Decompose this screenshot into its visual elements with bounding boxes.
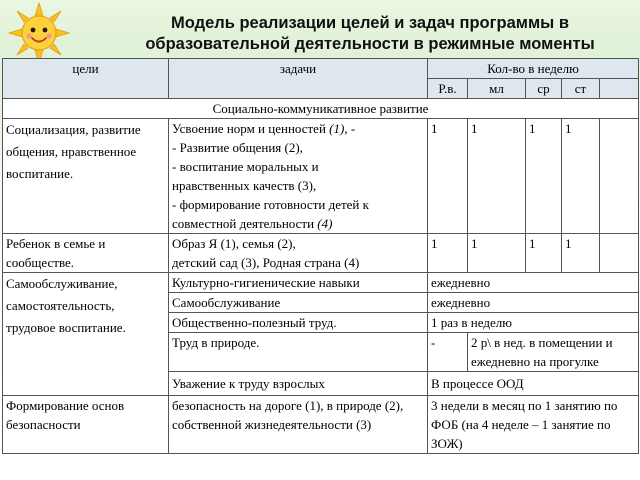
task-text: - <box>347 121 356 136</box>
table-row <box>3 119 639 234</box>
table-row <box>3 273 639 293</box>
table-row <box>3 396 639 454</box>
count-ml: 1 <box>468 119 526 234</box>
table-row <box>3 234 639 273</box>
header-ml: мл <box>468 79 526 99</box>
task-text: нравственных качеств (3), <box>172 178 317 193</box>
count-st: 1 <box>562 119 600 234</box>
header-sr: ср <box>526 79 562 99</box>
task-cell: Общественно-полезный труд. <box>169 313 428 333</box>
section-title: Социально-коммуникативное развитие <box>3 99 639 119</box>
count-st: 1 <box>562 234 600 273</box>
sun-icon <box>8 2 70 64</box>
task-cell: Культурно-гигиенические навыки <box>169 273 428 293</box>
frequency-cell: ежедневно <box>428 293 639 313</box>
frequency-cell: 3 недели в месяц по 1 занятию по ФОБ (на 4 неделе – 1 занятие по ЗОЖ) <box>428 396 639 454</box>
header-per-week: Кол-во в неделю <box>428 59 639 79</box>
section-row <box>3 99 639 119</box>
task-cell <box>169 119 428 234</box>
task-text: (4) <box>317 216 333 231</box>
count-sr: 1 <box>526 119 562 234</box>
task-cell: Уважение к труду взрослых <box>169 372 428 396</box>
task-text: - формирование готовности детей к <box>172 197 369 212</box>
task-text: Усвоение норм и ценностей <box>172 121 330 136</box>
task-cell <box>169 234 428 273</box>
task-text: Образ Я (1), семья (2), <box>172 236 296 251</box>
task-text: совместной деятельности <box>172 216 318 231</box>
frequency-cell: В процессе ООД <box>428 372 639 396</box>
frequency-cell: ежедневно <box>428 273 639 293</box>
count-ml: 1 <box>468 234 526 273</box>
goal-cell: Социализация, развитие общения, нравственное воспитание. <box>3 119 169 234</box>
frequency-cell: 2 р\ в нед. в помещении и ежедневно на прогулке <box>468 333 639 372</box>
title-line-2: образовательной деятельности в режимные моменты <box>145 35 595 53</box>
empty-cell <box>600 119 639 234</box>
page-title <box>100 13 640 55</box>
task-cell: безопасность на дороге (1), в природе (2), собственной жизнедеятельности (3) <box>169 396 428 454</box>
header-empty <box>600 79 639 99</box>
goal-cell: Ребенок в семье и сообществе. <box>3 234 169 273</box>
empty-cell <box>600 234 639 273</box>
header-st: ст <box>562 79 600 99</box>
header-goals: цели <box>3 59 169 99</box>
task-text: (1), <box>329 121 348 136</box>
goal-cell: Формирование основ безопасности <box>3 396 169 454</box>
task-cell: Труд в природе. <box>169 333 428 372</box>
goal-cell: Самообслуживание, самостоятельность, трудовое воспитание. <box>3 273 169 396</box>
task-cell: Самообслуживание <box>169 293 428 313</box>
header-rv: Р.в. <box>428 79 468 99</box>
header-tasks: задачи <box>169 59 428 99</box>
count-rv: - <box>428 333 468 372</box>
count-sr: 1 <box>526 234 562 273</box>
title-line-1: Модель реализации целей и задач программы в <box>171 14 569 32</box>
count-rv: 1 <box>428 234 468 273</box>
task-text: - воспитание моральных и <box>172 159 319 174</box>
task-text: - Развитие общения (2), <box>172 140 303 155</box>
frequency-cell: 1 раз в неделю <box>428 313 639 333</box>
program-table <box>2 58 639 454</box>
count-rv: 1 <box>428 119 468 234</box>
slide-header <box>0 0 640 58</box>
task-text: детский сад (3), Родная страна (4) <box>172 255 360 270</box>
header-row <box>3 59 639 79</box>
